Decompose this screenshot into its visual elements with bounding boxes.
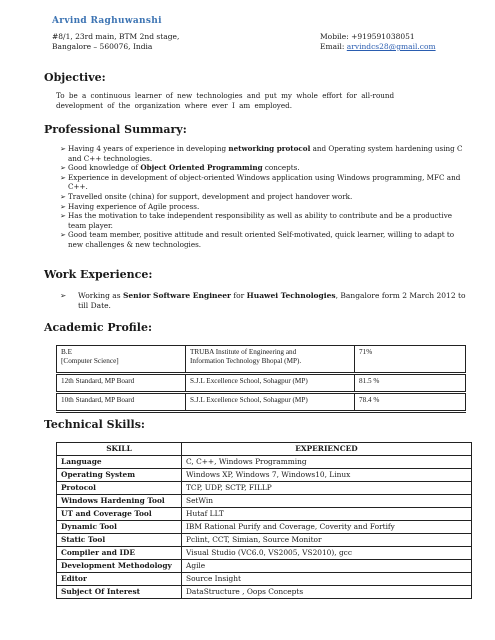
table-header-row [57, 443, 472, 456]
skills-heading: Technical Skills: [44, 418, 145, 431]
table-row: Static Tool Pclint, CCT, Simian, Source Monitor [57, 534, 472, 547]
table-row: 12th Standard, MP Board S.J.L Excellence School, Sohagpur (MP) 81.5 % [57, 374, 466, 393]
table-row: Operating System Windows XP, Windows 7, Windows10, Linux [57, 469, 472, 482]
table-row: UT and Coverage Tool Hutaf LLT [57, 508, 472, 521]
arrow-bullet-icon: ➢ [60, 163, 67, 173]
table-row: Windows Hardening Tool SetWin [57, 495, 472, 508]
address-line-1: #8/1, 23rd main, BTM 2nd stage, [52, 32, 180, 41]
contact-block [320, 32, 436, 52]
table-row: Language C, C++, Windows Programming [57, 456, 472, 469]
table-row: Development Methodology Agile [57, 560, 472, 573]
objective-heading: Objective: [44, 71, 106, 84]
candidate-name: Arvind Raghuwanshi [52, 16, 162, 26]
summary-item: ➢ Travelled onsite (china) for support, development and project handover work. [60, 191, 353, 201]
table-row: Protocol TCP, UDP, SCTP, FILLP [57, 482, 472, 495]
arrow-bullet-icon: ➢ [60, 191, 67, 201]
table-row: B.E [Computer Science] TRUBA Institute of Engineering and Information Technology Bhopal (MP). 71% [57, 346, 466, 374]
table-row: Subject Of Interest DataStructure , Oops Concepts [57, 586, 472, 599]
summary-list [60, 144, 468, 250]
table-row: Dynamic Tool IBM Rational Purify and Coverage, Coverity and Fortify [57, 521, 472, 534]
work-role: Senior Software Engineer [122, 291, 231, 300]
email-link[interactable]: arvindcs28@gmail.com [346, 42, 436, 51]
arrow-bullet-icon: ➢ [60, 172, 67, 182]
academic-table [56, 345, 466, 413]
summary-item: ➢ Having experience of Agile process. [60, 201, 200, 211]
arrow-bullet-icon: ➢ [60, 201, 67, 211]
email-line [320, 42, 436, 52]
email-label: Email: [320, 42, 347, 51]
work-company: Huawei Technologies [246, 291, 336, 300]
skills-table [56, 442, 472, 599]
address-line-2: Bangalore – 560076, India [52, 42, 153, 51]
table-row: 10th Standard, MP Board S.J.L Excellence School, Sohagpur (MP) 78.4 % [57, 393, 466, 412]
summary-item: ➢ Having 4 years of experience in developing networking protocol and Operating system hardening using C and C++ technologies. [60, 144, 463, 163]
summary-item: ➢ Has the motivation to take independent responsibility as well as ability to contribute and be a productive team player. [60, 211, 453, 230]
summary-item: ➢ Good team member, positive attitude and result oriented Self-motivated, quick learner, willing to adapt to new challenges & new technologies. [60, 230, 455, 249]
table-row: Editor Source Insight [57, 573, 472, 586]
address-block [52, 32, 179, 52]
summary-heading: Professional Summary: [44, 123, 187, 136]
arrow-bullet-icon: ➢ [60, 291, 67, 300]
table-row: Compiler and IDE Visual Studio (VC6.0, VS2005, VS2010), gcc [57, 547, 472, 560]
arrow-bullet-icon: ➢ [60, 144, 67, 153]
arrow-bullet-icon: ➢ [60, 230, 67, 240]
skill-column-header: SKILL [57, 443, 182, 456]
work-heading: Work Experience: [44, 268, 153, 281]
objective-text: To be a continuous learner of new technologies and put my whole effort for all-round development of the organization where ever I am employed. [56, 91, 395, 110]
summary-item: ➢ Good knowledge of Object Oriented Programming concepts. [60, 163, 300, 173]
experienced-column-header: EXPERIENCED [182, 443, 472, 456]
summary-item: ➢ Experience in development of object-oriented Windows application using Windows programming, MFC and C++. [60, 172, 461, 192]
mobile-number: Mobile: +919591038051 [320, 32, 415, 41]
work-item: ➢ Working as Senior Software Engineer for Huawei Technologies, Bangalore form 2 March 2012 to till Date. [60, 291, 466, 310]
arrow-bullet-icon: ➢ [60, 211, 67, 221]
academic-heading: Academic Profile: [44, 321, 153, 334]
